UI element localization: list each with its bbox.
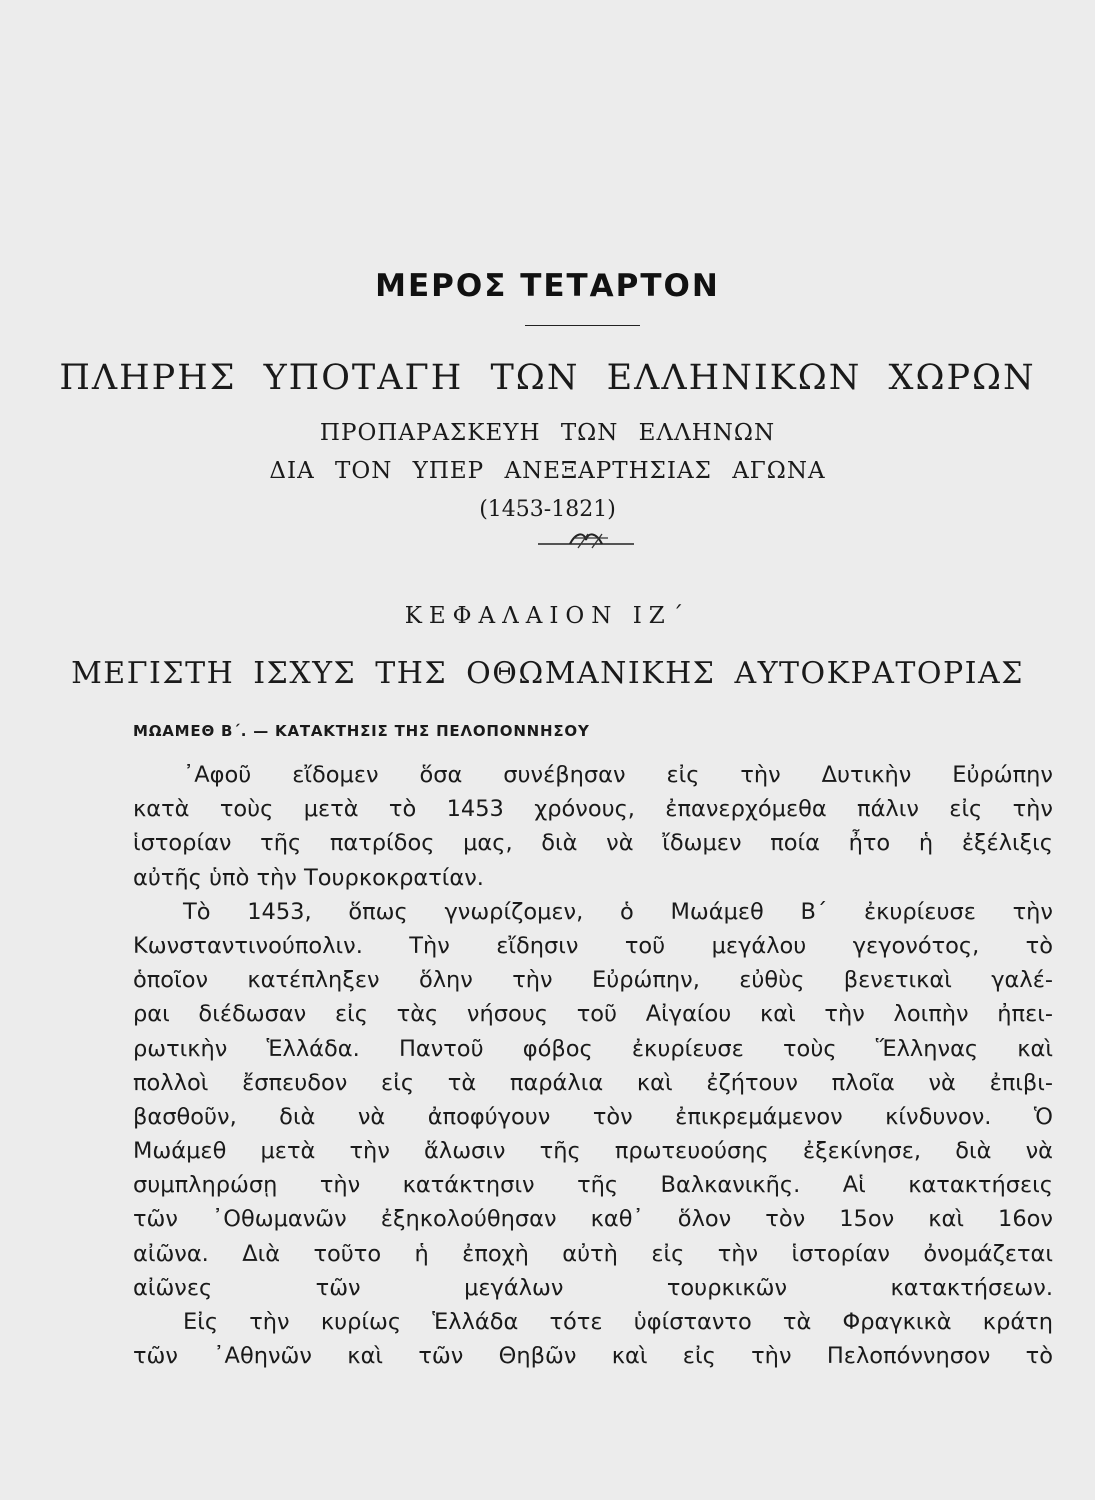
text-line: ρωτικὴν Ἑλλάδα. Παντοῦ φόβος ἐκυρίευσε τοὺς Ἕλληνας καὶ	[133, 1035, 1053, 1062]
text-line: ᾿Αφοῦ εἴδομεν ὅσα συνέβησαν εἰς τὴν Δυτικὴν Εὐρώπην	[183, 762, 1053, 788]
subtitle-line-2: ΔΙΑ ΤΟΝ ΥΠΕΡ ΑΝΕΞΑΡΤΗΣΙΑΣ ΑΓΩΝΑ	[269, 458, 826, 484]
main-title: ΠΛΗΡΗΣ ΥΠΟΤΑΓΗ ΤΩΝ ΕΛΛΗΝΙΚΩΝ ΧΩΡΩΝ	[59, 358, 1036, 398]
text-line: αἰῶνα. Διὰ τοῦτο ἡ ἐποχὴ αὐτὴ εἰς τὴν ἱστορίαν ὀνομάζεται	[133, 1240, 1053, 1267]
subtitle-line-1: ΠΡΟΠΑΡΑΣΚΕΥΗ ΤΩΝ ΕΛΛΗΝΩΝ	[319, 420, 776, 446]
ornament-flourish	[536, 528, 636, 550]
text-line: Τὸ 1453, ὅπως γνωρίζομεν, ὁ Μωάμεθ Β΄ ἐκυρίευσε τὴν	[183, 898, 1053, 925]
text-line: αὐτῆς ὑπὸ τὴν Τουρκοκρατίαν.	[133, 864, 484, 891]
text-line: ὁποῖον κατέπληξεν ὅλην τὴν Εὐρώπην, εὐθὺς βενετικαὶ γαλέ-	[133, 967, 1053, 994]
part-title: ΜΕΡΟΣ ΤΕΤΑΡΤΟΝ	[375, 268, 720, 304]
text-line: αἰῶνες τῶν μεγάλων τουρκικῶν κατακτήσεων.	[133, 1274, 1053, 1301]
text-line: πολλοὶ ἔσπευδον εἰς τὰ παράλια καὶ ἐζήτουν πλοῖα νὰ ἐπιβι-	[133, 1069, 1053, 1096]
text-line: συμπληρώσῃ τὴν κατάκτησιν τῆς Βαλκανικῆς. Αἱ κατακτήσεις	[133, 1172, 1053, 1199]
text-line: Κωνσταντινούπολιν. Τὴν εἴδησιν τοῦ μεγάλου γεγονότος, τὸ	[133, 932, 1053, 959]
text-line: ἱστορίαν τῆς πατρίδος μας, διὰ νὰ ἴδωμεν ποία ἦτο ἡ ἐξέλιξις	[133, 830, 1053, 857]
chapter-label: ΚΕΦΑΛΑΙΟΝ ΙΖ΄	[404, 603, 691, 629]
text-line: Εἰς τὴν κυρίως Ἑλλάδα τότε ὑφίσταντο τὰ Φραγκικὰ κράτη	[183, 1309, 1053, 1335]
text-line: τῶν ᾿Οθωμανῶν ἐξηκολούθησαν καθ᾿ ὅλον τὸν 15ον καὶ 16ον	[133, 1206, 1053, 1233]
title-divider	[525, 325, 640, 326]
date-range: (1453-1821)	[479, 497, 616, 522]
section-heading: ΜΩΑΜΕΘ Β΄. — ΚΑΤΑΚΤΗΣΙΣ ΤΗΣ ΠΕΛΟΠΟΝΝΗΣΟΥ	[133, 722, 590, 740]
text-line: ραι διέδωσαν εἰς τὰς νήσους τοῦ Αἰγαίου καὶ τὴν λοιπὴν ἠπει-	[133, 1001, 1053, 1028]
text-line: τῶν ᾿Αθηνῶν καὶ τῶν Θηβῶν καὶ εἰς τὴν Πελοπόννησον τὸ	[133, 1343, 1053, 1370]
text-line: βασθοῦν, διὰ νὰ ἀποφύγουν τὸν ἐπικρεμάμενον κίνδυνον. Ὁ	[133, 1103, 1053, 1130]
chapter-title: ΜΕΓΙΣΤΗ ΙΣΧΥΣ ΤΗΣ ΟΘΩΜΑΝΙΚΗΣ ΑΥΤΟΚΡΑΤΟΡΙΑΣ	[71, 656, 1024, 691]
text-line: κατὰ τοὺς μετὰ τὸ 1453 χρόνους, ἐπανερχόμεθα πάλιν εἰς τὴν	[133, 796, 1053, 823]
body-text	[133, 758, 1053, 1373]
text-line: Μωάμεθ μετὰ τὴν ἅλωσιν τῆς πρωτευούσης ἐξεκίνησε, διὰ νὰ	[133, 1138, 1053, 1165]
